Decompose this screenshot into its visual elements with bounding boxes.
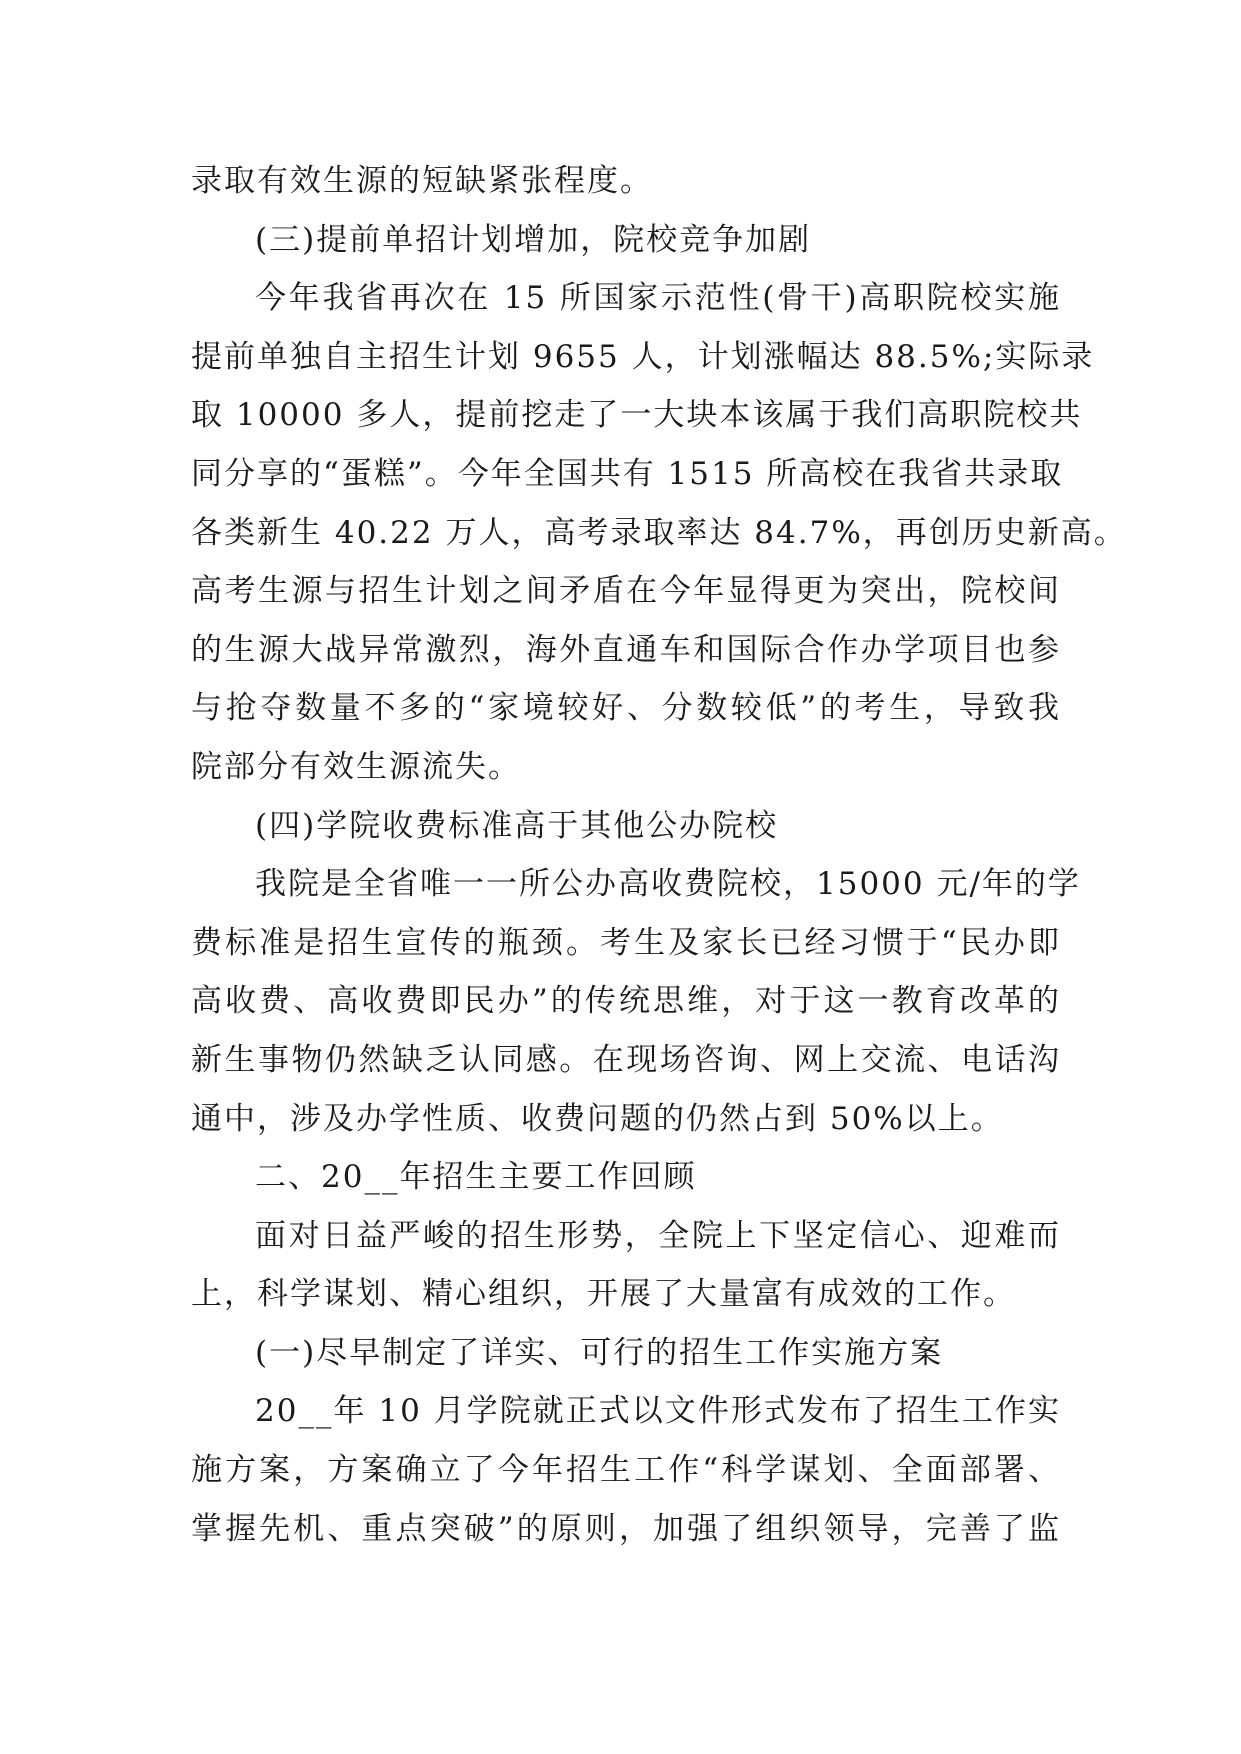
text-line: 各类新生 40.22 万人，高考录取率达 84.7%，再创历史新高。 [191,514,1127,551]
text-line: 上，科学谋划、精心组织，开展了大量富有成效的工作。 [191,1276,1016,1313]
text-line: 今年我省再次在 15 所国家示范性(骨干)高职院校实施 [255,280,1061,317]
text-line: 院部分有效生源流失。 [191,748,521,785]
text-line: 20__年 10 月学院就正式以文件形式发布了招生工作实 [255,1393,1061,1430]
text-line: 与抢夺数量不多的“家境较好、分数较低”的考生，导致我 [191,690,1061,727]
section-heading-3: (三)提前单招计划增加，院校竞争加剧 [255,221,812,258]
text-line: 同分享的“蛋糕”。今年全国共有 1515 所高校在我省共录取 [191,455,1064,492]
text-line: 掌握先机、重点突破”的原则，加强了组织领导，完善了监 [191,1510,1061,1547]
chapter-heading-2: 二、20__年招生主要工作回顾 [255,1159,697,1196]
text-line: 面对日益严峻的招生形势，全院上下坚定信心、迎难而 [255,1217,1061,1254]
text-line: 的生源大战异常激烈，海外直通车和国际合作办学项目也参 [191,631,1061,668]
text-line: 高收费、高收费即民办”的传统思维，对于这一教育改革的 [191,983,1061,1020]
text-line: 施方案，方案确立了今年招生工作“科学谋划、全面部署、 [191,1452,1061,1489]
text-line: 取 10000 多人，提前挖走了一大块本该属于我们高职院校共 [191,397,1083,434]
document-body [191,152,1127,1558]
text-line: 高考生源与招生计划之间矛盾在今年显得更为突出，院校间 [191,573,1061,610]
text-line: 录取有效生源的短缺紧张程度。 [191,163,653,199]
text-line: 通中，涉及办学性质、收费问题的仍然占到 50%以上。 [191,1100,1004,1137]
section-heading-4: (四)学院收费标准高于其他公办院校 [255,807,779,844]
text-line: 我院是全省唯一一所公办高收费院校，15000 元/年的学 [255,866,1081,903]
section-heading-1: (一)尽早制定了详实、可行的招生工作实施方案 [255,1334,944,1371]
text-line: 新生事物仍然缺乏认同感。在现场咨询、网上交流、电话沟 [191,1041,1061,1078]
text-line: 费标准是招生宣传的瓶颈。考生及家长已经习惯于“民办即 [191,924,1061,961]
text-line: 提前单独自主招生计划 9655 人，计划涨幅达 88.5%;实际录 [191,338,1095,375]
